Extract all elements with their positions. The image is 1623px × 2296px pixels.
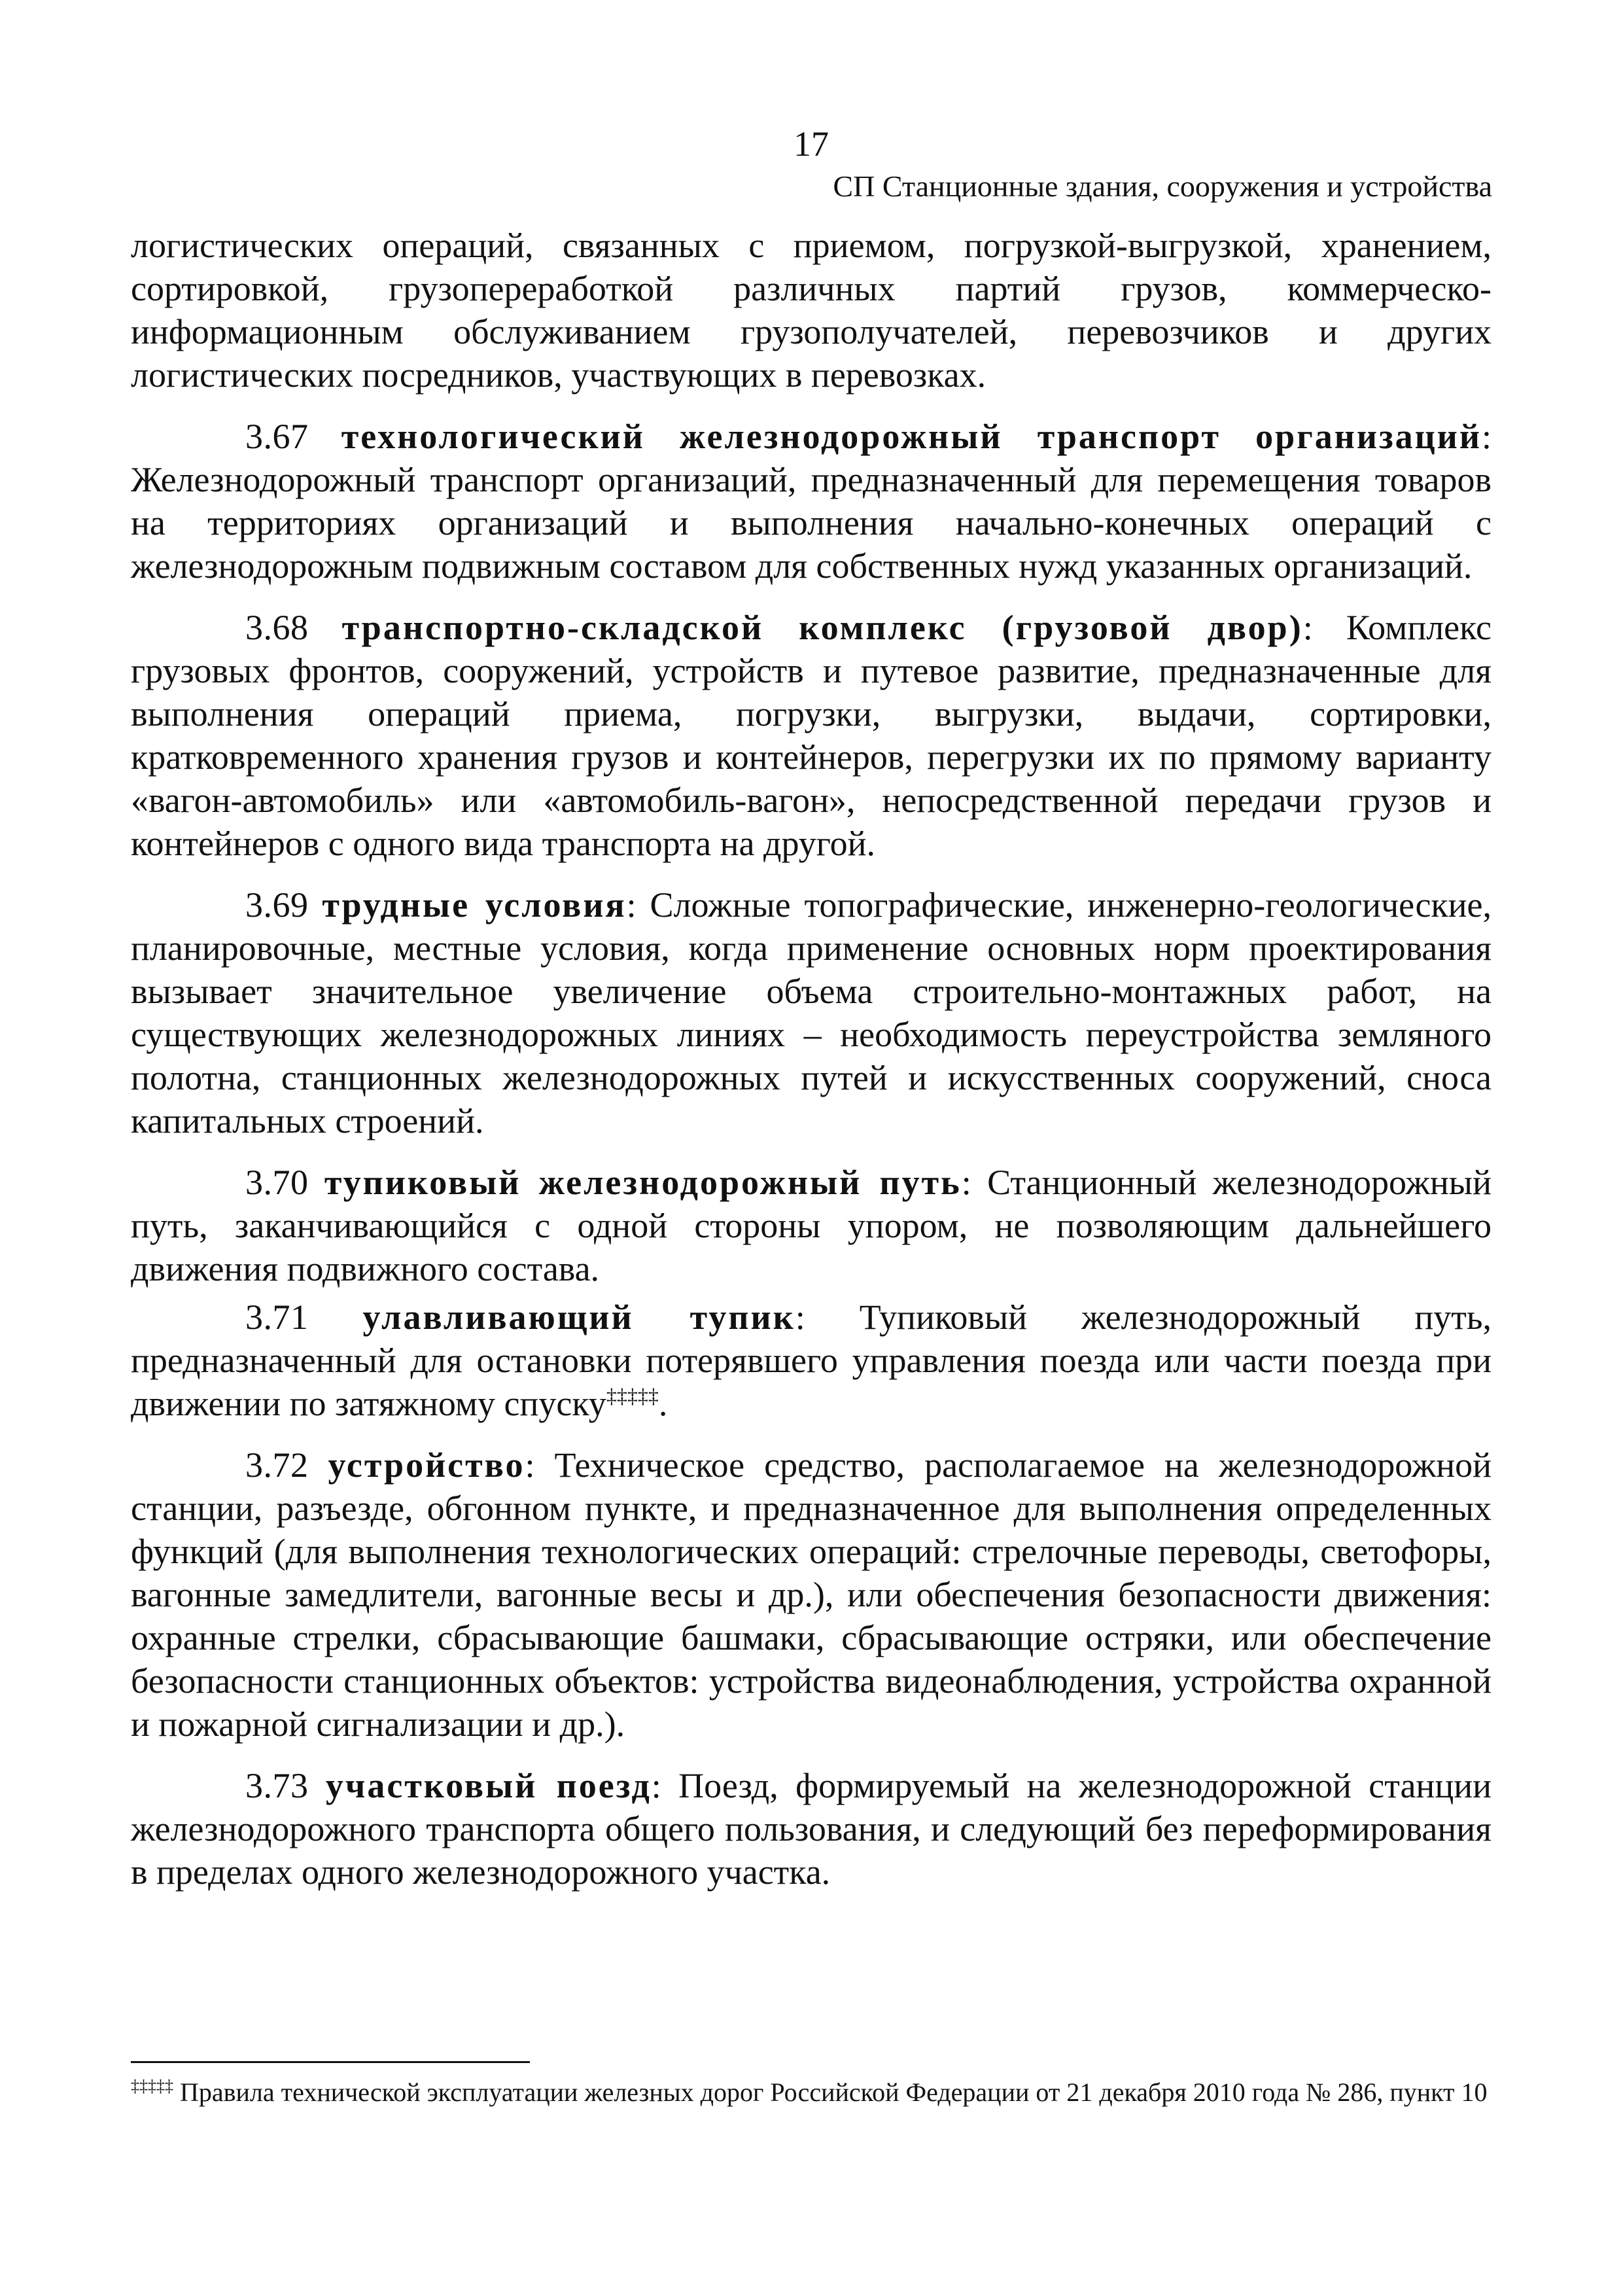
term-name: технологический железнодорожный транспорт организаций: [341, 417, 1482, 456]
intro-paragraph: логистических операций, связанных с приемом, погрузкой-выгрузкой, хранением, сортировкой, грузопереработкой различных партий грузов, коммерческо-информационным обслуживанием грузополучателей, перевозчиков и других логистических посредников, участвующих в перевозках.: [131, 226, 1492, 395]
term-name: транспортно-складской комплекс (грузовой двор): [341, 608, 1303, 647]
page-number: 17: [794, 124, 829, 164]
term-name: трудные условия: [322, 885, 627, 925]
term-separator: :: [795, 1298, 805, 1337]
term-number: 3.72: [245, 1445, 309, 1485]
term-separator: :: [961, 1163, 971, 1202]
term-number: 3.73: [245, 1766, 309, 1805]
term-name: улавливающий тупик: [362, 1298, 795, 1337]
term-3-67: [131, 415, 1492, 588]
term-3-68: [131, 606, 1492, 865]
term-3-73: [131, 1764, 1492, 1894]
term-definition: Тупиковый железнодорожный путь, предназначенный для остановки потерявшего управления поезда или части поезда при движении по затяжному спуску: [131, 1298, 1492, 1423]
term-end-punct: .: [658, 1384, 668, 1423]
term-definition: Техническое средство, располагаемое на железнодорожной станции, разъезде, обгонном пункте, и предназначенное для выполнения определенных функций (для выполнения технологических операций: стрелочные переводы, светофоры, вагонные замедлители, вагонные весы и др.), или обеспечения безопасности движения: охранные стрелки, сбрасывающие башмаки, сбрасывающие остряки, или обеспечение безопасности станционных объектов: устройства видеонаблюдения, устройства охранной и пожарной сигнализации и др.).: [131, 1445, 1492, 1744]
term-definition: Комплекс грузовых фронтов, сооружений, устройств и путевое развитие, предназначенные для выполнения операций приема, погрузки, выгрузки, выдачи, сортировки, кратковременного хранения грузов и контейнеров, перегрузки их по прямому варианту «вагон-автомобиль» или «автомобиль-вагон», непосредственной передачи грузов и контейнеров с одного вида транспорта на другой.: [131, 608, 1492, 863]
term-separator: :: [626, 885, 637, 925]
term-3-70: [131, 1161, 1492, 1290]
term-number: 3.69: [245, 885, 309, 925]
term-number: 3.67: [245, 417, 309, 456]
term-number: 3.68: [245, 608, 309, 647]
term-name: устройство: [328, 1445, 525, 1485]
term-3-72: [131, 1443, 1492, 1746]
footnote-mark: ‡‡‡‡‡: [131, 2076, 173, 2096]
running-header: СП Станционные здания, сооружения и устройства: [833, 169, 1492, 203]
term-separator: :: [1481, 417, 1492, 456]
term-separator: :: [651, 1766, 661, 1805]
body-text: [131, 224, 1492, 1894]
footnote-divider: [131, 2061, 530, 2063]
term-definition: Железнодорожный транспорт организаций, предназначенный для перемещения товаров на территориях организаций и выполнения начально-конечных операций с железнодорожным подвижным составом для собственных нужд указанных организаций.: [131, 460, 1492, 586]
term-3-69: [131, 883, 1492, 1142]
term-name: тупиковый железнодорожный путь: [324, 1163, 962, 1202]
term-separator: :: [1302, 608, 1313, 647]
term-separator: :: [525, 1445, 535, 1485]
term-number: 3.71: [245, 1298, 309, 1337]
footnote-reference: ‡‡‡‡‡: [606, 1384, 659, 1407]
term-definition: Поезд, формируемый на железнодорожной станции железнодорожного транспорта общего пользования, и следующий без переформирования в пределах одного железнодорожного участка.: [131, 1766, 1492, 1892]
term-number: 3.70: [245, 1163, 309, 1202]
term-3-71: [131, 1296, 1492, 1425]
term-name: участковый поезд: [325, 1766, 652, 1805]
footnote: [131, 2075, 1492, 2110]
term-definition: Сложные топографические, инженерно-геологические, планировочные, местные условия, когда применение основных норм проектирования вызывает значительное увеличение объема строительно-монтажных работ, на существующих железнодорожных линиях – необходимость переустройства земляного полотна, станционных железнодорожных путей и искусственных сооружений, сноса капитальных строений.: [131, 885, 1492, 1140]
footnote-text: Правила технической эксплуатации железных дорог Российской Федерации от 21 декабря 2010 года № 286, пункт 10: [180, 2077, 1488, 2107]
term-definition: Станционный железнодорожный путь, заканчивающийся с одной стороны упором, не позволяющим дальнейшего движения подвижного состава.: [131, 1163, 1492, 1288]
